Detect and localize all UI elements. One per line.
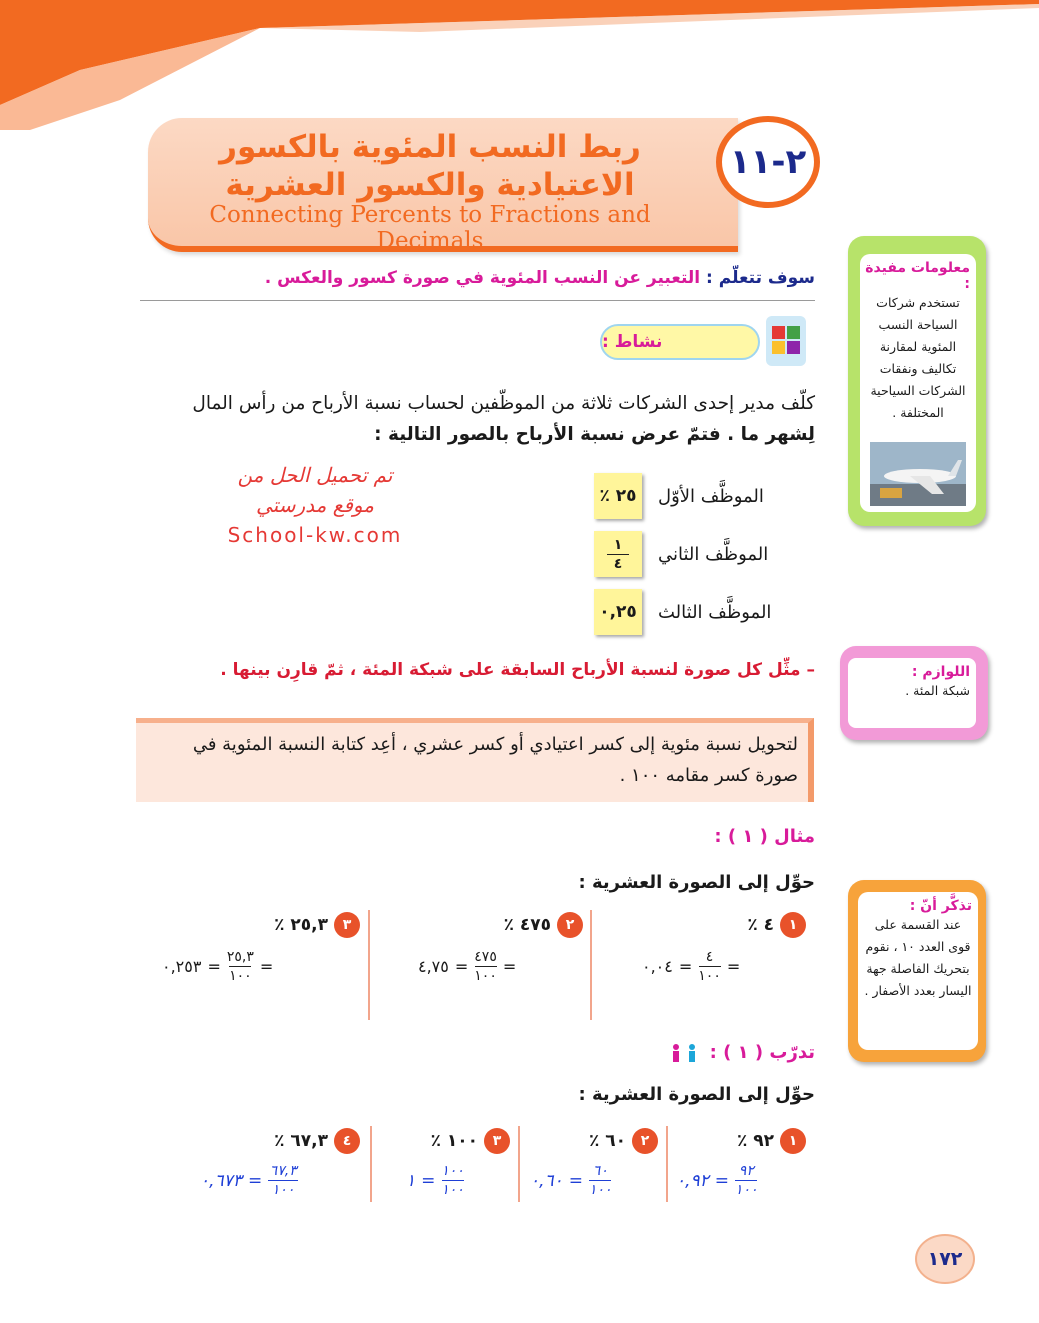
handwritten-answer: ٠,٩٢ = $\frac{٩٢}{١٠٠}$: [676, 1163, 758, 1198]
lesson-number: ٢-١١: [716, 116, 820, 208]
hands-icon: [760, 312, 812, 370]
column-divider: [368, 910, 370, 1020]
item-value: ٦٠ ٪: [588, 1131, 626, 1151]
column-divider: [666, 1126, 668, 1202]
activity-line-2: لِشهر ما . فتمّ عرض نسبة الأرباح بالصور التالية :: [374, 424, 815, 445]
employee-name: الموظَّف الثالث: [658, 601, 772, 623]
sticky-note: [594, 531, 642, 577]
compare-instruction: – مثِّل كل صورة لنسبة الأرباح السابقة على شبكة المئة ، ثمّ قارِن بينها .: [220, 660, 815, 680]
example-item: ٣ ٢٥,٣ ٪ ٠,٢٥٣ = $\frac{٢٥,٣}{١٠٠}$ =: [150, 912, 360, 983]
item-value: ٤ ٪: [747, 915, 774, 935]
employee-name: الموظَّف الأوّل: [658, 485, 764, 507]
column-divider: [518, 1126, 520, 1202]
rule-box: لتحويل نسبة مئوية إلى كسر اعتيادي أو كسر عشري ، أعِد كتابة النسبة المئوية في صورة كسر مقامه ١٠٠ .: [136, 718, 814, 802]
remember-box: [848, 880, 986, 1062]
materials-text: شبكة المئة .: [905, 683, 970, 698]
handwritten-answer: ١ = $\frac{١٠٠}{١٠٠}$: [406, 1163, 464, 1198]
remember-title: تذكَّر أنّ :: [909, 898, 972, 914]
sticky-note: ٠,٢٥: [594, 589, 642, 635]
students-icon: [667, 1043, 703, 1063]
example-item: ١ ٤ ٪ ٠,٠٤ = $\frac{٤}{١٠٠}$ =: [596, 912, 806, 983]
item-badge: ٤: [334, 1128, 360, 1154]
sticky-note: ٢٥ ٪: [594, 473, 642, 519]
item-value: ٤٧٥ ٪: [503, 915, 551, 935]
handwritten-answer: ٠,٦٧٣ = $\frac{٦٧,٣}{١٠٠}$: [200, 1163, 297, 1198]
learning-objective: [140, 268, 815, 288]
employee-row: [594, 592, 814, 632]
activity-text: [140, 388, 815, 450]
handwritten-answer: ٠,٦٠ = $\frac{٦٠}{١٠٠}$: [530, 1163, 612, 1198]
item-value: ٩٢ ٪: [736, 1131, 774, 1151]
materials-title: اللوازم :: [911, 664, 970, 680]
useful-info-title: معلومات مفيدة :: [865, 260, 970, 292]
item-badge: ٣: [484, 1128, 510, 1154]
practice-item: [380, 1128, 510, 1197]
item-value: ٦٧,٣ ٪: [274, 1131, 328, 1151]
page-number: ١٧٢: [915, 1234, 975, 1284]
materials-box: [840, 646, 988, 740]
activity-line-1: كلّف مدير إحدى الشركات ثلاثة من الموظّفين لحساب نسبة الأرباح من رأس المال: [192, 393, 815, 414]
handwritten-watermark: تم تحميل الحل من موقع مدرستي School-kw.com: [227, 463, 403, 547]
practice-instruction: حوِّل إلى الصورة العشرية :: [578, 1084, 815, 1105]
item-value: ٢٥,٣ ٪: [274, 915, 328, 935]
learn-text: التعبير عن النسب المئوية في صورة كسور والعكس .: [264, 268, 701, 288]
activity-label: نشاط :: [600, 324, 760, 360]
practice-item: [676, 1128, 806, 1197]
learn-label: سوف تتعلّم :: [706, 268, 815, 288]
item-badge: ١: [780, 912, 806, 938]
item-badge: ١: [780, 1128, 806, 1154]
top-decoration: [0, 0, 1039, 130]
item-badge: ٢: [632, 1128, 658, 1154]
useful-info-text: تستخدم شركات السياحة النسب المئوية لمقارنة تكاليف ونفقات الشركات السياحية المختلفة .: [870, 295, 966, 420]
column-divider: [370, 1126, 372, 1202]
example-item: ٢ ٤٧٥ ٪ ٤,٧٥ = $\frac{٤٧٥}{١٠٠}$ =: [378, 912, 583, 983]
numerator: ١: [613, 536, 623, 553]
item-value: ١٠٠ ٪: [430, 1131, 478, 1151]
employee-name: الموظَّف الثاني: [658, 543, 769, 565]
item-badge: ٢: [557, 912, 583, 938]
divider: [140, 300, 815, 301]
lesson-title-arabic: ربط النسب المئوية بالكسور الاعتيادية والكسور العشرية: [219, 129, 641, 203]
fraction: [607, 538, 629, 571]
item-badge: ٣: [334, 912, 360, 938]
practice-item: [200, 1128, 360, 1197]
denominator: ٤: [613, 555, 623, 572]
example-title: مثال ( ١ ) :: [714, 826, 815, 847]
example-instruction: حوِّل إلى الصورة العشرية :: [578, 872, 815, 893]
column-divider: [590, 910, 592, 1020]
practice-item: [530, 1128, 658, 1197]
useful-info-box: [848, 236, 986, 526]
lesson-title-english: Connecting Percents to Fractions and Decimals: [209, 202, 651, 254]
remember-text: عند القسمة على قوى العدد ١٠ ، نقوم بتحريك الفاصلة جهة اليسار بعدد الأصفار .: [864, 917, 972, 998]
practice-title: تدرّب ( ١ ) :: [620, 1042, 815, 1063]
employee-row: [594, 534, 814, 574]
employee-row: [594, 476, 814, 516]
airplane-image: [870, 442, 966, 506]
